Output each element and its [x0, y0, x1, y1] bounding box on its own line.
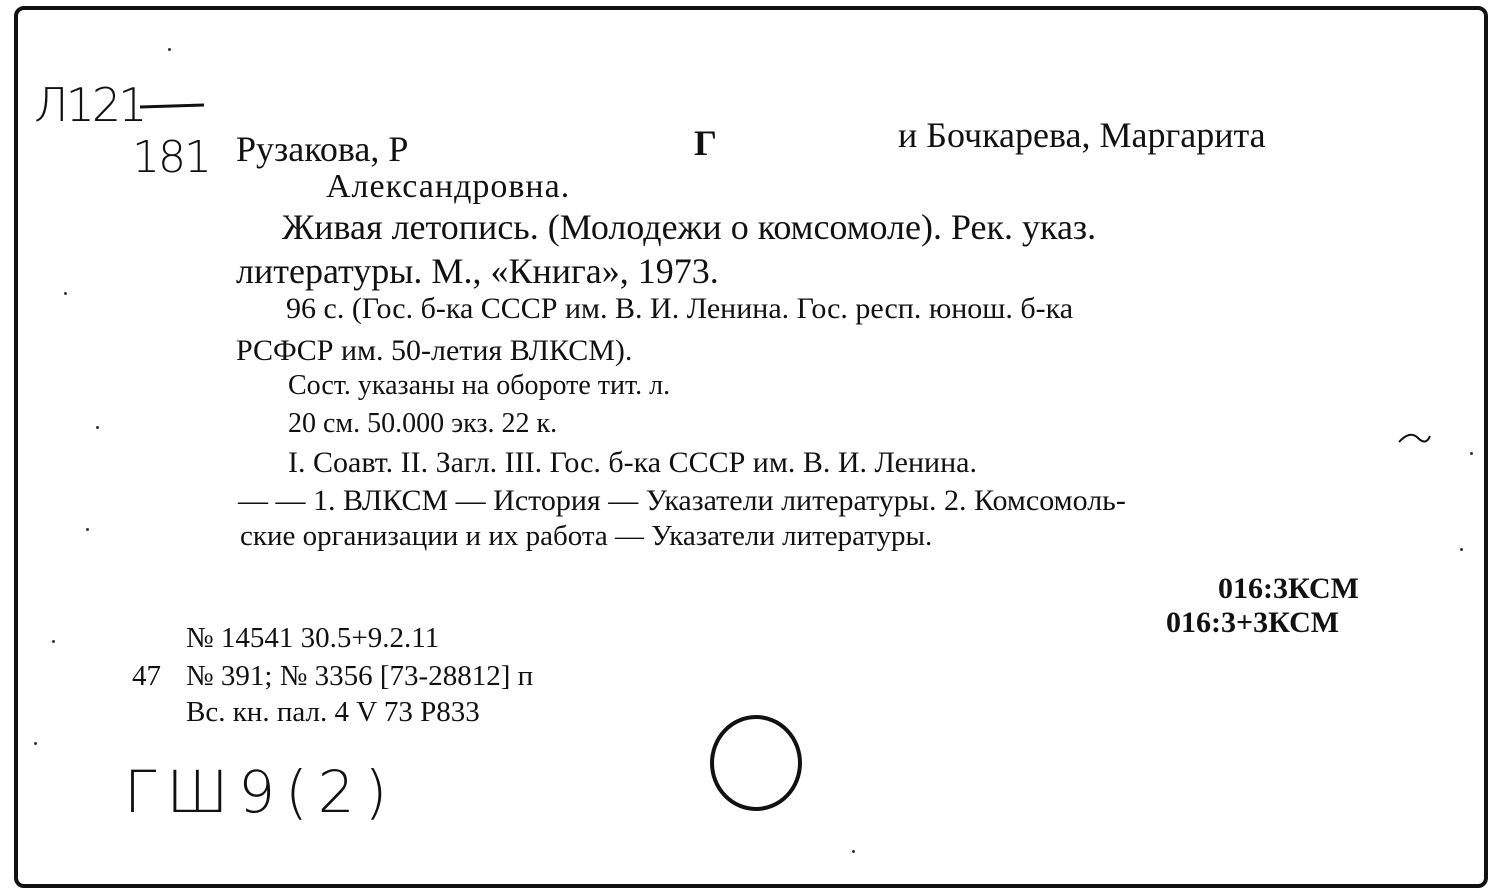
footer-line-2: № 391; № 3356 [73-28812] п [186, 660, 534, 692]
coauthor-name: и Бочкарева, Маргарита [898, 115, 1266, 155]
pages-line-2: РСФСР им. 50-летия ВЛКСМ). [236, 334, 633, 367]
footer-line-3: Вс. кн. пал. 4 V 73 Р833 [186, 696, 480, 728]
footer-line-2-prefix: 47 [132, 660, 161, 692]
tracing-line-2: — — 1. ВЛКСМ — История — Указатели литературы. 2. Комсомоль- [238, 484, 1126, 517]
handwritten-footer-code: ГШ9(2) [124, 758, 398, 826]
pages-line-1: 96 с. (Гос. б-ка СССР им. В. И. Ленина. Гос. респ. юнош. б-ка [286, 292, 1074, 325]
handwritten-shelfmark-top: Л121 [34, 78, 145, 132]
scan-speck [168, 48, 171, 51]
coauthor-patronymic: Александровна. [326, 168, 571, 205]
title-line-1: Живая летопись. (Молодежи о комсомоле). Рек. указ. [282, 207, 1097, 247]
shelfmark-fraction-line [138, 100, 208, 112]
handwritten-shelfmark-bottom: 181 [132, 132, 210, 183]
scan-speck [96, 426, 99, 429]
tilde-mark [1396, 428, 1432, 448]
punch-hole [706, 712, 806, 814]
tracing-line-3: ские организации и их работа — Указатели литературы. [240, 520, 933, 552]
note-compilers: Сост. указаны на обороте тит. л. [288, 370, 671, 401]
title-line-2: литературы. М., «Книга», 1973. [236, 251, 719, 291]
classification-code-1: 016:3КСМ [1218, 572, 1359, 605]
scan-speck [52, 640, 55, 643]
author-name: Рузакова, Р [236, 129, 409, 169]
note-size-copies: 20 см. 50.000 экз. 22 к. [288, 408, 558, 439]
scan-speck [852, 850, 855, 853]
scan-speck [86, 528, 89, 531]
tracing-line-1: I. Соавт. II. Загл. III. Гос. б-ка СССР им. В. И. Ленина. [288, 446, 977, 479]
scan-speck [34, 742, 37, 745]
author-initial: Г [694, 123, 717, 163]
scan-speck [1470, 452, 1473, 455]
scan-speck [64, 292, 67, 295]
footer-line-1: № 14541 30.5+9.2.11 [186, 622, 440, 654]
classification-code-2: 016:3+3КСМ [1166, 606, 1340, 639]
scan-speck [1460, 548, 1463, 551]
